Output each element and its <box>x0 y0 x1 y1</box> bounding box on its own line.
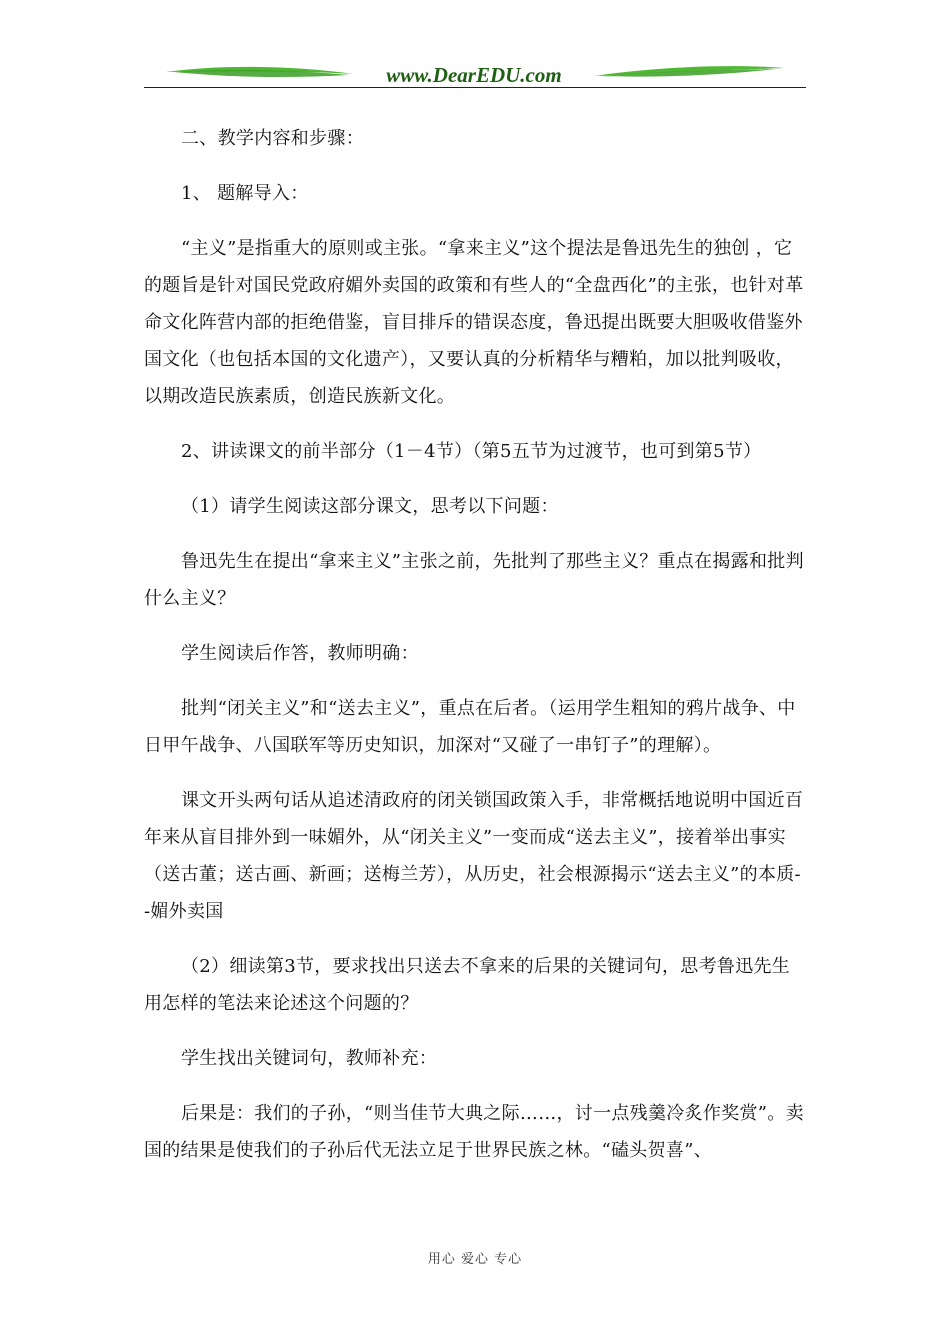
body-paragraph: 批判“闭关主义”和“送去主义”，重点在后者。（运用学生粗知的鸦片战争、中日甲午战争、八国联军等历史知识，加深对“又碰了一串钉子”的理解）。 <box>144 698 796 756</box>
step-heading: 1、 题解导入： <box>181 183 309 204</box>
sub-step-heading: （1）请学生阅读这部分课文，思考以下问题： <box>181 496 559 517</box>
section-heading: 二、教学内容和步骤： <box>181 128 364 149</box>
body-paragraph: 课文开头两句话从追述清政府的闭关锁国政策入手，非常概括地说明中国近百年来从盲目排外到一味媚外，从“闭关主义”一变而成“送去主义”，接着举出事实（送古董；送古画、新画；送梅兰芳），从历史，社会根源揭示“送去主义”的本质--媚外卖国 <box>144 790 804 922</box>
page-footer: 用心 爱心 专心 <box>427 1252 523 1267</box>
step-heading: 2、讲读课文的前半部分（1－4节）（第5五节为过渡节，也可到第5节） <box>181 441 762 462</box>
body-paragraph: 鲁迅先生在提出“拿来主义”主张之前，先批判了那些主义？重点在揭露和批判什么主义？ <box>144 551 804 609</box>
body-paragraph: 后果是：我们的子孙，“则当佳节大典之际……，讨一点残羹冷炙作奖赏”。卖国的结果是使我们的子孙后代无法立足于世界民族之林。“磕头贺喜”、 <box>144 1103 804 1161</box>
site-logo-text: www.DearEDU.com <box>386 63 562 87</box>
header-divider <box>144 87 806 88</box>
sub-step-heading: （2）细读第3节，要求找出只送去不拿来的后果的关键词句，思考鲁迅先生用怎样的笔法来论述这个问题的？ <box>144 956 791 1014</box>
body-paragraph: 学生阅读后作答，教师明确： <box>181 643 419 664</box>
body-paragraph: “主义”是指重大的原则或主张。“拿来主义”这个提法是鲁迅先生的独创 ，它的题旨是针对国民党政府媚外卖国的政策和有些人的“全盘西化”的主张，也针对革命文化阵营内部的拒绝借鉴，盲目排斥的错误态度，鲁迅提出既要大胆吸收借鉴外国文化（也包括本国的文化遗产），又要认真的分析精华与糟粕，加以批判吸收，以期改造民族素质，创造民族新文化。 <box>144 238 804 407</box>
body-paragraph: 学生找出关键词句，教师补充： <box>181 1048 438 1069</box>
document-body <box>144 120 806 1187</box>
